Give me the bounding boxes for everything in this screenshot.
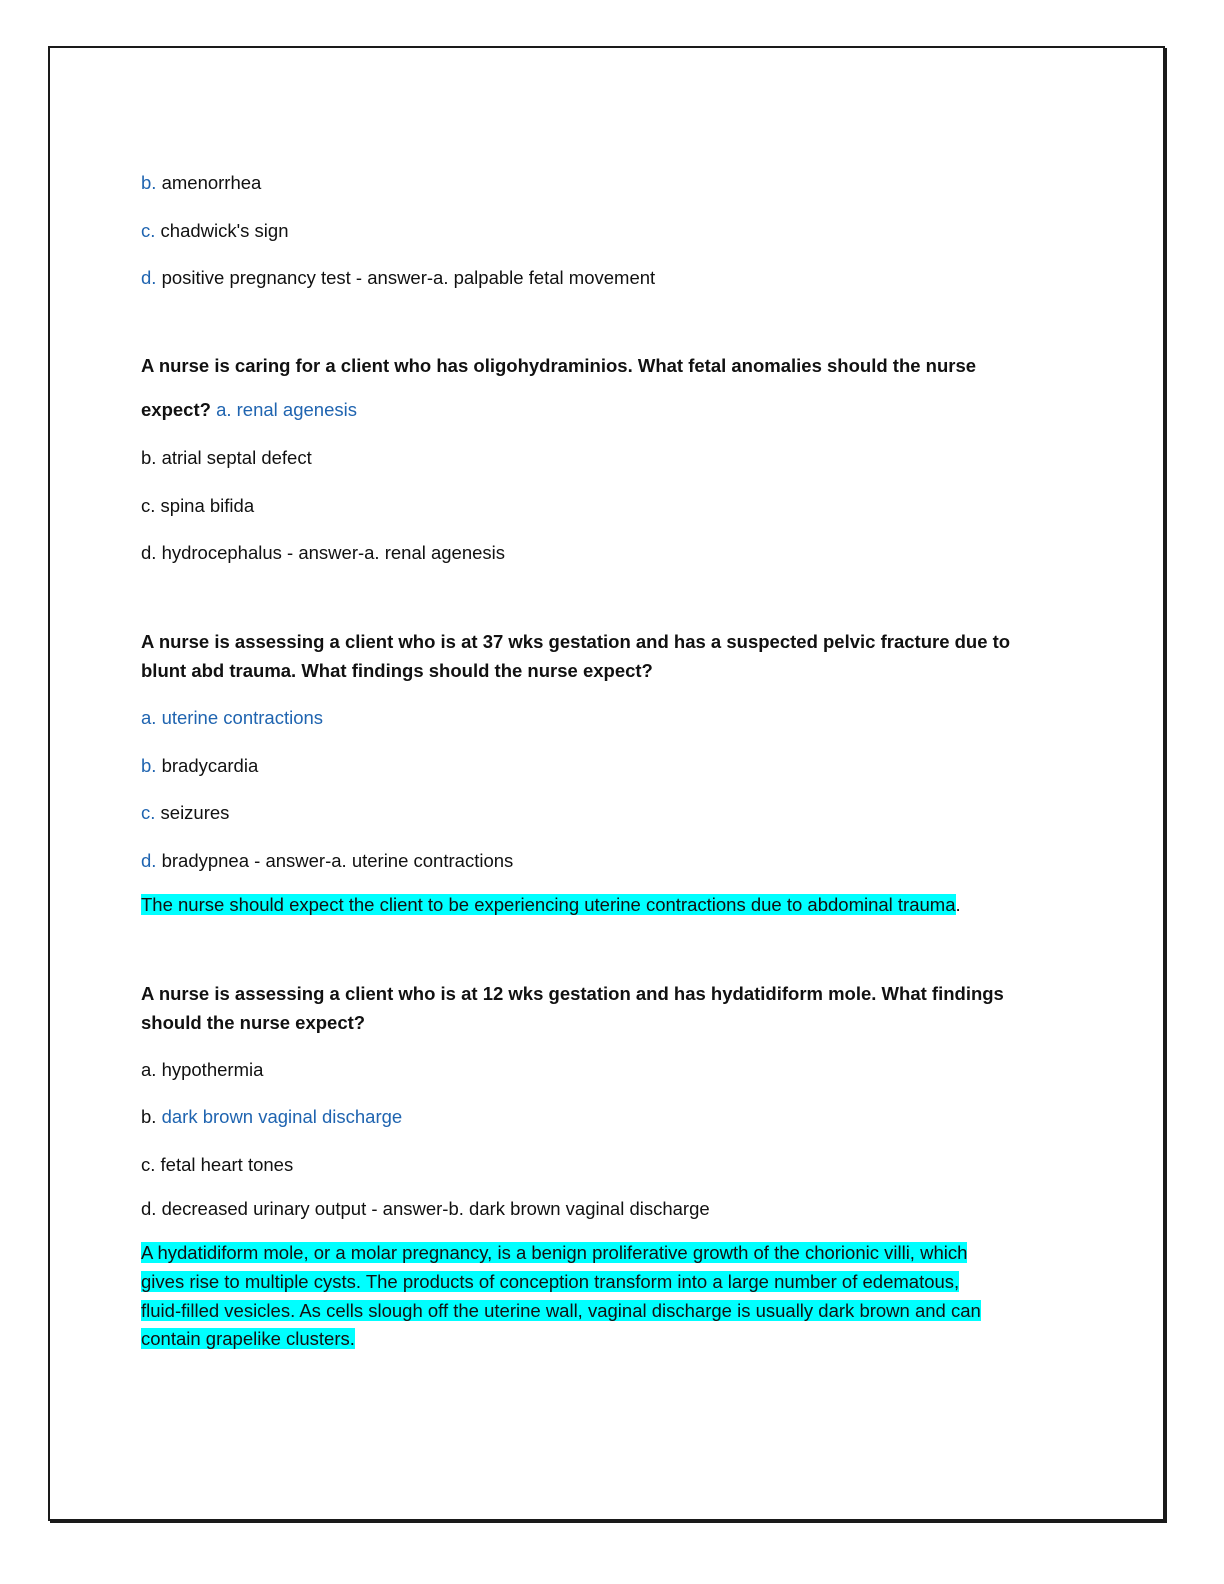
question-stem-cont: should the nurse expect? xyxy=(141,1012,366,1033)
rationale-line xyxy=(141,1239,967,1267)
option-b: b. atrial septal defect xyxy=(141,447,312,468)
option-a: a. uterine contractions xyxy=(141,707,324,728)
option-d xyxy=(141,264,655,292)
option-b xyxy=(141,1103,402,1131)
option-a: a. renal agenesis xyxy=(216,399,357,420)
highlighted-rationale: The nurse should expect the client to be experiencing uterine contractions due to abdominal trauma xyxy=(141,894,956,915)
option-text: chadwick's sign xyxy=(155,220,289,241)
option-d: d. decreased urinary output - answer-b. dark brown vaginal discharge xyxy=(141,1198,710,1219)
option-text: dark brown vaginal discharge xyxy=(161,1106,403,1127)
highlighted-rationale: gives rise to multiple cysts. The products of conception transform into a large number of edematous, xyxy=(141,1271,960,1292)
option-letter: c. xyxy=(141,220,156,241)
option-text: seizures xyxy=(155,802,230,823)
option-c: c. spina bifida xyxy=(141,495,255,516)
question-stem: A nurse is assessing a client who is at 12 wks gestation and has hydatidiform mole. What findings xyxy=(141,983,1004,1004)
question-stem-cont: blunt abd trauma. What findings should the nurse expect? xyxy=(141,660,653,681)
option-letter: b. xyxy=(141,1106,157,1127)
rationale-line xyxy=(141,1297,981,1325)
option-c: c. fetal heart tones xyxy=(141,1154,294,1175)
option-text: bradypnea - answer-a. uterine contractions xyxy=(156,850,514,871)
question-stem: A nurse is caring for a client who has oligohydraminios. What fetal anomalies should the nurse xyxy=(141,355,977,376)
highlighted-rationale: contain grapelike clusters. xyxy=(141,1328,355,1349)
option-letter: b. xyxy=(141,755,157,776)
option-text: bradycardia xyxy=(156,755,259,776)
question-stem-cont xyxy=(141,396,357,424)
question-stem: A nurse is assessing a client who is at 37 wks gestation and has a suspected pelvic fracture due to xyxy=(141,631,1011,652)
option-letter: c. xyxy=(141,802,156,823)
option-text: amenorrhea xyxy=(156,172,262,193)
rationale-line xyxy=(141,1325,355,1353)
option-letter: b. xyxy=(141,172,157,193)
option-c xyxy=(141,217,288,245)
option-letter: d. xyxy=(141,267,157,288)
rationale-line xyxy=(141,1268,959,1296)
question-stem-end: expect? xyxy=(141,399,211,420)
option-b xyxy=(141,169,261,197)
option-c xyxy=(141,799,229,827)
highlighted-rationale: A hydatidiform mole, or a molar pregnancy, is a benign proliferative growth of the chorionic villi, which xyxy=(141,1242,968,1263)
option-d: d. hydrocephalus - answer-a. renal agenesis xyxy=(141,542,506,563)
option-d xyxy=(141,847,513,875)
rationale xyxy=(141,891,961,919)
option-b xyxy=(141,752,258,780)
rationale-period: . xyxy=(955,894,961,915)
option-a: a. hypothermia xyxy=(141,1059,264,1080)
option-letter: d. xyxy=(141,850,157,871)
option-text: positive pregnancy test - answer-a. palpable fetal movement xyxy=(156,267,656,288)
highlighted-rationale: fluid-filled vesicles. As cells slough off the uterine wall, vaginal discharge is usually dark brown and can xyxy=(141,1300,981,1321)
